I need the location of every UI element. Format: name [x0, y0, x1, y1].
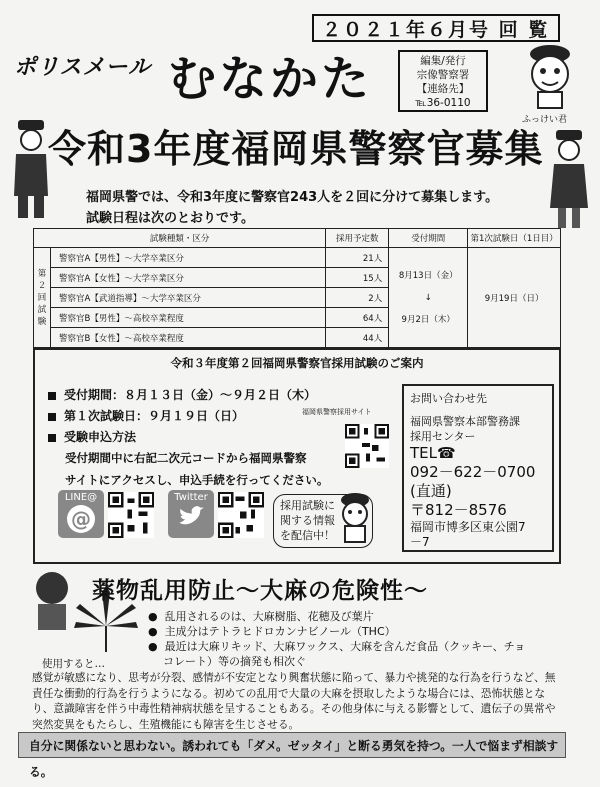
female-officer-icon	[546, 128, 592, 230]
mascot-icon	[335, 490, 375, 544]
drug-text: コレート）等の摘発も相次ぐ	[163, 655, 306, 668]
publisher-line: 【連絡先】	[416, 83, 470, 95]
exam-count: 64人	[326, 308, 389, 328]
bullet-dot-icon: ●	[148, 640, 158, 653]
publisher-line: ℡36-0110	[415, 97, 471, 109]
postal-code: 〒812－8576	[410, 501, 507, 519]
period-sep: ↓	[424, 292, 432, 303]
address: －7	[410, 535, 430, 549]
table-header: 採用予定数	[326, 229, 389, 248]
info-text: 受付期間：８月１３日（金）～９月２日（木）	[64, 388, 317, 402]
exam-kind: 警察官B【男性】～高校卒業程度	[51, 308, 326, 328]
exam-table	[33, 228, 561, 348]
line-badge[interactable]	[58, 490, 104, 538]
info-title: 令和３年度第２回福岡県警察官採用試験のご案内	[170, 356, 424, 370]
twitter-label: Twitter	[174, 492, 208, 503]
intro-text: 試験日程は次のとおりです。	[86, 211, 254, 226]
drug-text: 主成分はテトラヒドロカンナビノール（THC）	[164, 625, 396, 638]
publisher-box	[398, 50, 488, 112]
inquiry-org: 福岡県警察本部警務課	[410, 415, 520, 428]
drug-text: 乱用されるのは、大麻樹脂、花穂及び葉片	[164, 610, 374, 623]
table-header: 受付期間	[389, 229, 468, 248]
exam-count: 15人	[326, 268, 389, 288]
bullet-square-icon	[48, 392, 56, 400]
exam-count: 2人	[326, 288, 389, 308]
bullet-dot-icon: ●	[148, 625, 158, 638]
exam-kind: 警察官A【武道指導】～大学卒業区分	[51, 288, 326, 308]
tel-label: TEL☎	[410, 444, 456, 462]
period-start: 8月13日（金）	[398, 270, 458, 281]
line-label: LINE@	[64, 492, 98, 503]
table-header-row	[34, 229, 561, 248]
brand-title: むなかた	[168, 51, 373, 107]
recruit-title: 令和3年度福岡県警察官募集	[48, 127, 544, 171]
at-icon: @	[67, 505, 95, 533]
exam-kind: 警察官B【女性】～高校卒業程度	[51, 328, 326, 348]
mascot-name: ふっけい君	[522, 115, 568, 125]
table-header: 第1次試験日（1日目）	[468, 229, 561, 248]
row-group-label: 第２回試験	[34, 248, 51, 348]
info-text: 受付期間中に右記二次元コードから福岡県警察	[65, 451, 307, 465]
site-label: 福岡県警察採用サイト	[302, 408, 372, 416]
info-text: 第１次試験日：９月１９日（日）	[64, 409, 245, 423]
info-line	[48, 386, 316, 403]
bullet-square-icon	[48, 413, 56, 421]
brand-subtitle: ポリスメール	[14, 55, 152, 80]
publisher-line: 宗像警察署	[416, 69, 470, 81]
period-end: 9月2日（木）	[401, 314, 455, 325]
twitter-badge[interactable]	[168, 490, 214, 538]
exam-kind: 警察官A【男性】～大学卒業区分	[51, 248, 326, 268]
drug-bullet	[148, 639, 525, 654]
qr-code-icon[interactable]	[108, 492, 154, 538]
info-line	[48, 428, 136, 445]
issue-label: ２０２１年６月号 回 覧	[312, 14, 560, 42]
qr-code-icon[interactable]	[345, 424, 389, 468]
qr-code-icon[interactable]	[218, 492, 264, 538]
info-text: 受験申込方法	[64, 430, 137, 444]
bullet-dot-icon: ●	[148, 610, 158, 623]
intro-text: 福岡県警では、令和3年度に警察官243人を２回に分けて募集します。	[86, 190, 499, 205]
footer-banner: 自分に関係ないと思わない。誘われても「ダメ。ゼッタイ」と断る勇気を持つ。一人で悩まず相談する。	[18, 732, 566, 758]
bubble-line: を配信中！	[280, 529, 335, 542]
exam-kind: 警察官A【女性】～大学卒業区分	[51, 268, 326, 288]
period-cell	[389, 248, 468, 348]
bird-icon	[177, 505, 205, 529]
table-header: 試験種類・区分	[34, 229, 326, 248]
exam-count: 21人	[326, 248, 389, 268]
table-row	[34, 248, 561, 268]
inquiry-title: お問い合わせ先	[410, 392, 487, 405]
info-text: サイトにアクセスし、申込手続を行ってください。	[65, 473, 329, 487]
bubble-line: 関する情報	[280, 514, 335, 527]
drug-paragraph: 感覚が敏感になり、思考が分裂、感情が不安定となり興奮状態に陥って、暴力や挑発的な行為を行うなど、無責任な衝動的行為を行うようになる。初めての乱用で大量の大麻を摂取したような場合には、恐怖状態となり、意識障害を伴う中毒性精神病状態を呈することもある。その他身体に与える影響として、遺伝子の異常や突然変異をもたらし、生殖機能にも障害を生じさせる。	[32, 671, 556, 731]
inquiry-org: 採用センター	[410, 430, 476, 443]
address: 福岡市博多区東公園7	[410, 520, 526, 534]
first-exam-date: 9月19日（日）	[468, 248, 561, 348]
use-label: 使用すると…	[42, 658, 105, 670]
drug-text: 最近は大麻リキッド、大麻ワックス、大麻を含んだ食品（クッキー、チョ	[164, 640, 526, 653]
exam-count: 44人	[326, 328, 389, 348]
tel-number[interactable]: 092－622－0700	[410, 463, 536, 481]
bullet-square-icon	[48, 434, 56, 442]
tel-note: (直通)	[410, 482, 452, 500]
inquiry-box	[402, 384, 554, 552]
bubble-line: 採用試験に	[280, 499, 335, 512]
drug-title: 薬物乱用防止～大麻の危険性～	[92, 578, 428, 604]
drug-bullet	[148, 609, 374, 624]
drug-bullet	[148, 624, 396, 639]
mascot-icon	[520, 40, 580, 110]
publisher-line: 編集/発行	[420, 55, 466, 67]
info-line	[48, 407, 244, 424]
